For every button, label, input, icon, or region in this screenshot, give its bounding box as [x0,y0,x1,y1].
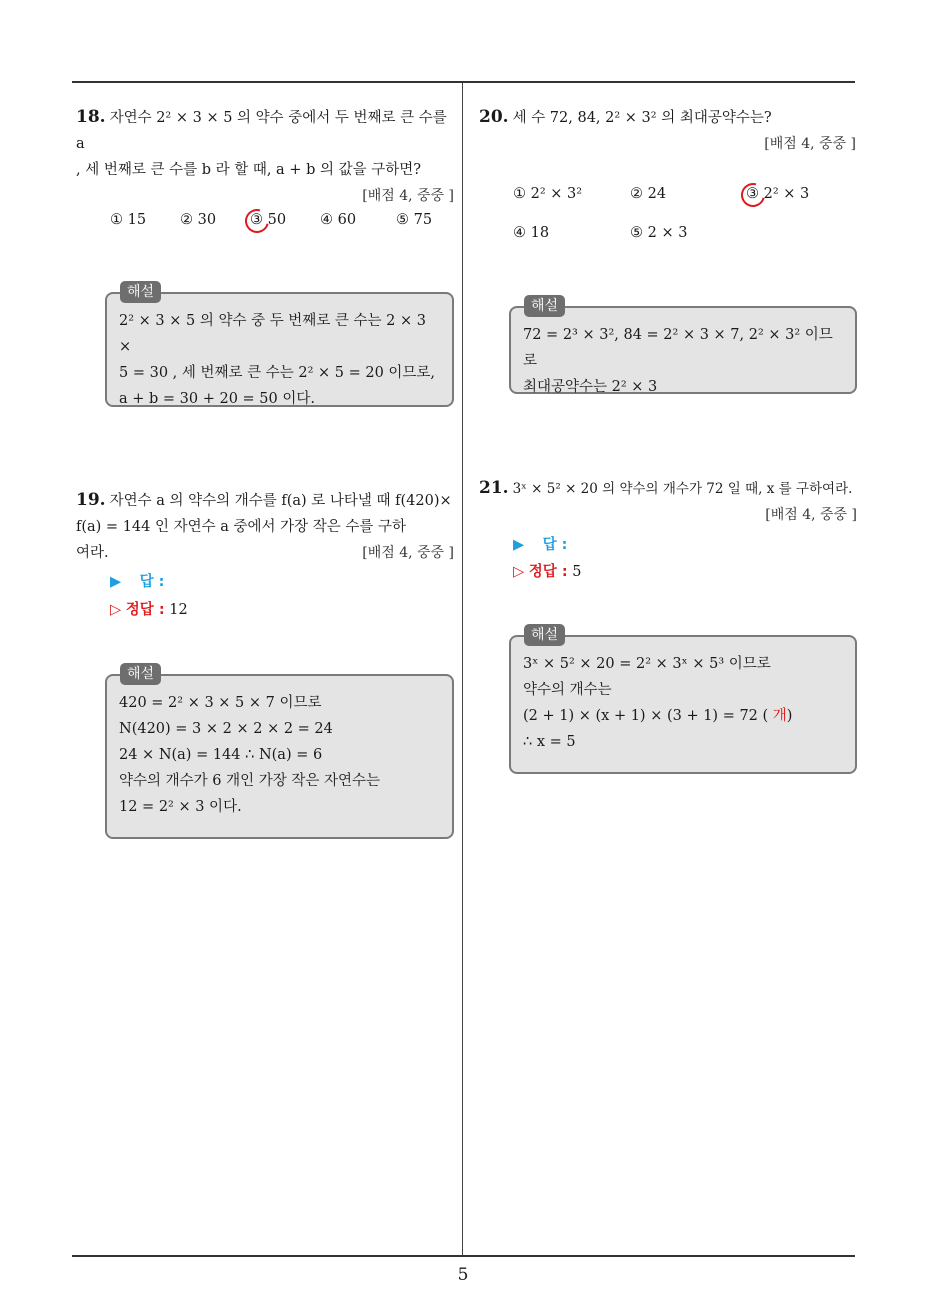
answer-label: 답 : [542,537,568,553]
score-meta: [배점 4, 중중 ] [765,507,857,523]
selected-circle-mark [737,179,770,212]
choice-5[interactable]: ⑤ 2 × 3 [630,225,688,241]
solution-line: 약수의 개수가 6 개인 가장 작은 자연수는 [119,773,380,789]
question-20 [479,104,856,157]
solution-line: 24 × N(a) = 144 ∴ N(a) = 6 [119,747,323,763]
correct-value: 12 [169,602,188,618]
question-18 [76,104,454,209]
question-text-line1: 자연수 a 의 약수의 개수를 f(a) 로 나타낼 때 f(420)× [109,493,452,509]
solution-line: N(420) = 3 × 2 × 2 × 2 = 24 [119,721,333,737]
solution-box-21 [509,627,857,774]
choice-3[interactable]: ③ 50 [250,212,287,228]
outline-triangle-icon: ▷ [110,602,122,618]
choice-4[interactable]: ④ 60 [320,212,357,228]
solution-line: a + b = 30 + 20 = 50 이다. [119,391,315,407]
correct-row-19 [110,598,188,619]
solution-line: 12 = 2² × 3 이다. [119,799,242,815]
solution-tag: 해설 [524,624,565,646]
solution-tag: 해설 [120,281,161,303]
solution-line: 5 = 30 , 세 번째로 큰 수는 2² × 5 = 20 이므로, [119,365,436,381]
correct-value: 5 [572,564,582,580]
choice-5[interactable]: ⑤ 75 [396,212,433,228]
question-text-line1: 세 수 72, 84, 2² × 3² 의 최대공약수는? [512,110,772,126]
correct-label: 정답 : [125,602,165,618]
play-triangle-icon: ▶ [513,537,525,553]
solution-tag: 해설 [120,663,161,685]
solution-line: ∴ x = 5 [523,734,576,750]
outline-triangle-icon: ▷ [513,564,525,580]
unit-text: 개 [772,708,787,724]
solution-line: 3ˣ × 5² × 20 = 2² × 3ˣ × 5³ 이므로 [523,656,771,672]
solution-line: 420 = 2² × 3 × 5 × 7 이므로 [119,695,322,711]
answer-label: 답 : [139,574,165,590]
question-19 [76,487,454,566]
choice-2[interactable]: ② 30 [180,212,217,228]
answer-row-19 [110,570,164,591]
solution-line: 최대공약수는 2² × 3 [523,379,658,395]
solution-line-with-unit [523,703,843,729]
question-number: 19. [76,490,106,510]
solution-box-19 [105,666,454,839]
score-meta: [배점 4, 중중 ] [764,136,856,152]
column-divider [462,83,463,1255]
answer-row-21 [513,533,567,554]
question-text-line3: 여라. [76,545,109,561]
question-text-line1: 자연수 2² × 3 × 5 의 약수 중에서 두 번째로 큰 수를 a [76,110,447,152]
solution-box-20 [509,298,857,395]
question-number: 21. [479,478,509,498]
question-number: 18. [76,107,106,127]
page-number: 5 [457,1265,469,1285]
correct-row-21 [513,560,581,581]
solution-tag: 해설 [524,295,565,317]
question-21 [479,475,857,528]
close-paren: ) [786,708,793,724]
choice-2[interactable]: ② 24 [630,186,667,202]
solution-line: 2² × 3 × 5 의 약수 중 두 번째로 큰 수는 2 × 3 × [119,313,426,355]
choice-1[interactable]: ① 2² × 3² [513,186,583,202]
play-triangle-icon: ▶ [110,574,122,590]
score-meta: [배점 4, 중중 ] [362,545,454,561]
question-number: 20. [479,107,509,127]
choice-3[interactable]: ③ 2² × 3 [746,186,810,202]
top-rule [72,81,855,83]
choice-1[interactable]: ① 15 [110,212,147,228]
score-meta: [배점 4, 중중 ] [362,188,454,204]
question-text-line1: 3ˣ × 5² × 20 의 약수의 개수가 72 일 때, x 를 구하여라. [512,481,853,497]
solution-line: 72 = 2³ × 3², 84 = 2² × 3 × 7, 2² × 3² 이므로 [523,327,833,369]
selected-circle-mark [241,205,274,238]
bottom-rule [72,1255,855,1257]
question-text-line2: , 세 번째로 큰 수를 b 라 할 때, a + b 의 값을 구하면? [76,162,421,178]
solution-line: 약수의 개수는 [523,682,612,698]
solution-box-18 [105,284,454,407]
solution-line: (2 + 1) × (x + 1) × (3 + 1) = 72 ( [523,708,769,724]
question-text-line2: f(a) = 144 인 자연수 a 중에서 가장 작은 수를 구하 [76,519,406,535]
choice-4[interactable]: ④ 18 [513,225,550,241]
correct-label: 정답 : [528,564,568,580]
